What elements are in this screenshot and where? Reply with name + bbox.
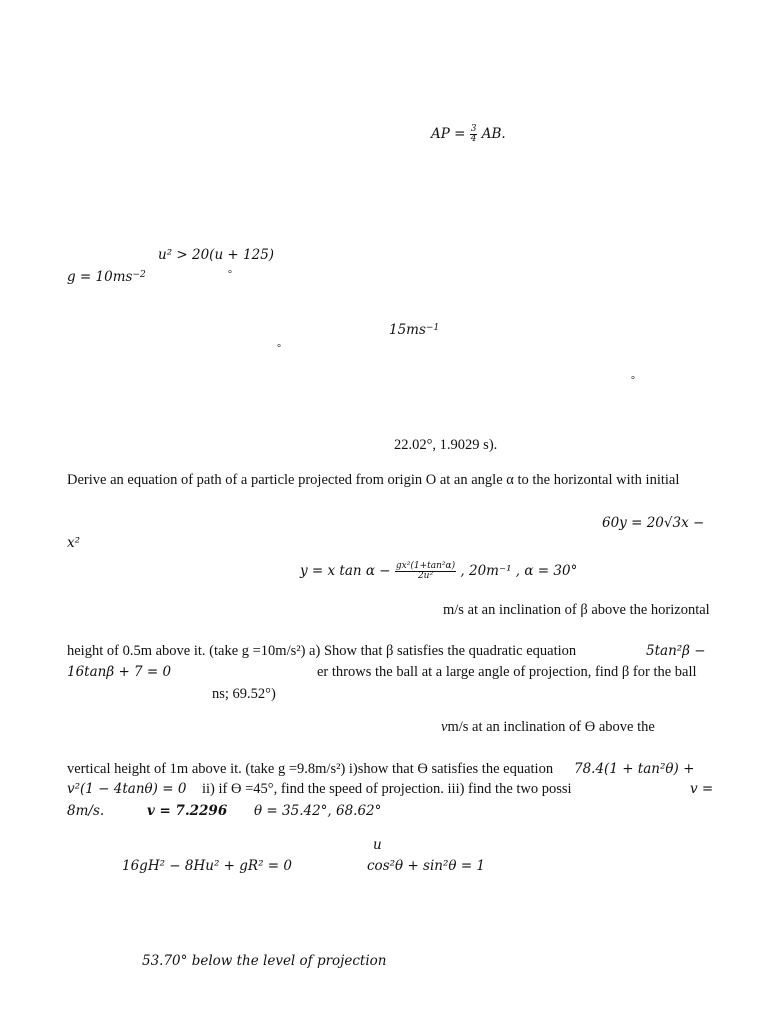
theta-answers: θ = 35.42°, 68.62°	[254, 803, 382, 819]
ms-inclination-beta: m/s at an inclination of β above the horizontal	[443, 602, 710, 618]
vertical-1m-line: vertical height of 1m above it. (take g =9.8m/s²) i)show that ϴ satisfies the equation	[67, 761, 554, 777]
path-frac-den: 2u²	[417, 571, 434, 581]
frac-den: 4	[470, 134, 477, 144]
eq-78-4: 78.4(1 + tan²θ) +	[574, 761, 695, 777]
path-frac-num: gx²(1+tan²α)	[395, 561, 456, 571]
degree-mark-a: °	[228, 269, 232, 280]
degree-mark-b: °	[277, 343, 281, 354]
ap-equation	[431, 125, 506, 144]
answer-22: 22.02°, 1.9029 s).	[394, 437, 498, 453]
ap-eq-left: AP =	[431, 126, 470, 142]
answer-53: 53.70° below the level of projection	[142, 953, 387, 969]
u-symbol: u	[373, 837, 382, 853]
speed-15-text: 15ms	[389, 322, 426, 338]
g-exponent: −2	[132, 270, 146, 280]
ap-eq-right: AB.	[481, 126, 506, 142]
g-value	[67, 268, 146, 286]
path-eq-left: y = x tan α −	[300, 563, 395, 579]
u-inequality: u² > 20(u + 125)	[158, 247, 275, 263]
throws-line: er throws the ball at a large angle of projection, find β for the ball	[317, 664, 697, 680]
path-fraction	[395, 562, 456, 581]
speed-15	[389, 321, 439, 339]
v-symbol: v	[441, 719, 448, 735]
v-7-2296: v = 7.2296	[147, 803, 228, 819]
degree-mark-c: °	[631, 375, 635, 386]
derive-paragraph: Derive an equation of path of a particle projected from origin O at an angle α to the horizontal with initial	[67, 472, 680, 488]
eq-16tan: 16tanβ + 7 = 0	[67, 664, 172, 680]
height-05-line: height of 0.5m above it. (take g =10m/s²) a) Show that β satisfies the quadratic equation	[67, 643, 577, 659]
eq-v2: v²(1 − 4tanθ) = 0	[67, 781, 187, 797]
g-value-text: g = 10ms	[67, 269, 133, 285]
eight-ms: 8m/s.	[67, 803, 105, 819]
eq-60y: 60y = 20√3x −	[602, 515, 705, 531]
frac-num: 3	[470, 124, 477, 134]
eq-16gH: 16gH² − 8Hu² + gR² = 0	[122, 858, 292, 874]
vms-incl-text: m/s at an inclination of ϴ above the	[447, 719, 655, 735]
v-equals: v =	[690, 781, 714, 797]
cos-sin-identity: cos²θ + sin²θ = 1	[367, 858, 486, 874]
answer-69: ns; 69.52°)	[212, 686, 276, 702]
path-eq-right: , 20m⁻¹ , α = 30°	[460, 563, 578, 579]
speed-15-exponent: −1	[425, 323, 440, 333]
fraction-3-4	[470, 125, 478, 144]
x-squared: x²	[67, 535, 81, 551]
vms-inclination-theta	[441, 718, 655, 736]
if-45-line: ii) if ϴ =45°, find the speed of projection. iii) find the two possi	[202, 781, 572, 797]
path-equation	[300, 562, 577, 581]
eq-5tan: 5tan²β −	[646, 643, 706, 659]
